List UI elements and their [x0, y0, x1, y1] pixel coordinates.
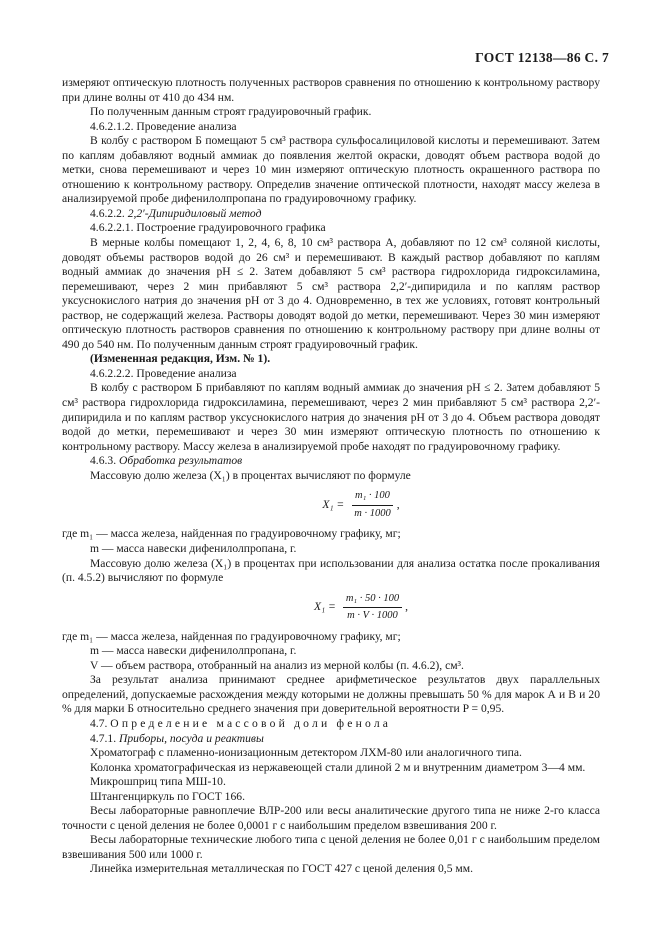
- formula-lhs: X₁ =: [314, 600, 336, 614]
- paragraph: Линейка измерительная металлическая по ГОСТ 427 с ценой деления 0,5 мм.: [90, 862, 473, 876]
- variable-definition: V — объем раствора, отобранный на анализ из мерной колбы (п. 4.6.2), см³.: [90, 658, 464, 672]
- section-heading: [62, 207, 600, 222]
- paragraph: Массовую долю железа (X₁) в процентах вычисляют по формуле: [90, 468, 411, 482]
- formula-1: [122, 489, 600, 521]
- amendment-note: (Измененная редакция, Изм. № 1).: [90, 352, 271, 366]
- formula-lhs: X₁ =: [322, 498, 345, 512]
- section-heading: 4.6.2.2.1. Построение градуировочного графика: [90, 221, 326, 235]
- section-number: 4.7.: [90, 716, 111, 730]
- paragraph: Весы лабораторные равноплечие ВЛР-200 или весы аналитические другого типа не ниже 2-го класса точности с ценой деления не более 0,0001 г с наибольшим пределом взвешивания 200 г.: [62, 804, 600, 832]
- variable-definition: m — масса навески дифенилолпропана, г.: [90, 541, 297, 555]
- paragraph: По полученным данным строят градуировочный график.: [90, 105, 372, 119]
- formula-tail: ,: [396, 498, 400, 512]
- section-number: 4.6.2.2.: [90, 206, 128, 220]
- variable-definition: m — масса навески дифенилолпропана, г.: [90, 644, 297, 658]
- formula-numerator: m₁ · 50 · 100: [343, 592, 402, 609]
- paragraph: В колбу с раствором Б помещают 5 см³ раствора сульфосалициловой кислоты и перемешивают. Затем по каплям добавляют водный аммиак до появления желтой окраски, доводят объем раствора водой до метки, снова перемешивают и через 10 мин измеряют оптическую плотность окрашенного раствора по отношению к контрольному раствору. Определив значение оптической плотности, находят массу железа в анализируемой пробе дифенилолпропана по градуировочному графику.: [62, 134, 600, 206]
- paragraph: Массовую долю железа (X₁) в процентах при использовании для анализа остатка после прокаливания (п. 4.5.2) вычисляют по формуле: [62, 556, 600, 585]
- section-heading: [62, 454, 600, 469]
- formula-numerator: m₁ · 100: [352, 489, 393, 506]
- formula-fraction: [343, 592, 402, 624]
- section-heading: 4.6.2.2.2. Проведение анализа: [90, 366, 237, 380]
- section-title: Обработка результатов: [118, 454, 243, 468]
- paragraph: измеряют оптическую плотность полученных растворов сравнения по отношению к контрольному раствору при длине волны от 410 до 434 нм.: [62, 76, 600, 104]
- formula-fraction: [351, 489, 393, 521]
- formula-denominator: m · V · 1000: [347, 610, 398, 622]
- page-header: ГОСТ 12138—86 С. 7: [475, 50, 609, 65]
- formula-denominator: m · 1000: [354, 507, 391, 519]
- section-title: Приборы, посуда и реактивы: [118, 731, 264, 745]
- formula-2: [122, 592, 600, 624]
- section-number: 4.6.3.: [90, 454, 119, 468]
- formula-tail: ,: [405, 600, 408, 614]
- paragraph: За результат анализа принимают среднее арифметическое результатов двух параллельных определений, допускаемые расхождения между которыми не должны превышать 50 % для марок А и В и 20 % для марки Б относительно среднего значения при доверительной вероятности P = 0,95.: [62, 673, 600, 716]
- paragraph: Микрошприц типа МШ-10.: [90, 775, 226, 789]
- paragraph: Хроматограф с пламенно-ионизационным детектором ЛХМ-80 или аналогичного типа.: [90, 746, 522, 760]
- variable-definition: где m₁ — масса железа, найденная по градуировочному графику, мг;: [62, 527, 401, 541]
- section-title: Определение массовой доли фенола: [110, 716, 392, 730]
- paragraph: В колбу с раствором Б прибавляют по каплям водный аммиак до значения рН ≤ 2. Затем добавляют 5 см³ раствора гидрохлорида гидроксиламина, перемешивают, через 2 мин прибавляют 5 см³ раствора 2,2′-дипиридила и по каплям раствор уксуснокислого натрия до значения рН от 3 до 4. Объем раствора доводят водой до метки, перемешивают и через 30 мин измеряют оптическую плотность по отношению к контрольному раствору. Массу железа в анализируемой пробе находят по градуировочному графику.: [62, 381, 600, 453]
- document-body: [62, 76, 600, 877]
- paragraph: Колонка хроматографическая из нержавеющей стали длиной 2 м и внутренним диаметром 3—4 мм.: [90, 760, 586, 774]
- section-heading: 4.6.2.1.2. Проведение анализа: [90, 119, 237, 133]
- section-number: 4.7.1.: [90, 731, 119, 745]
- paragraph: Штангенциркуль по ГОСТ 166.: [90, 789, 245, 803]
- paragraph: Весы лабораторные технические любого типа с ценой деления не более 0,01 г с наибольшим пределом взвешивания 500 или 1000 г.: [62, 833, 600, 861]
- section-heading: [62, 732, 600, 747]
- section-title: 2,2′-Дипиридиловый метод: [127, 206, 262, 220]
- paragraph: В мерные колбы помещают 1, 2, 4, 6, 8, 10 см³ раствора А, добавляют по 12 см³ соляной кислоты, доводят объемы растворов водой до 26 см³ и перемешивают. В каждый раствор добавляют по каплям водный аммиак до значения рН ≤ 2. Затем добавляют 5 см³ раствора гидрохлорида гидроксиламина, перемешивают, через 2 мин прибавляют 5 см³ раствора 2,2′-дипиридила и по каплям раствор уксуснокислого натрия до значения рН от 3 до 4. Одновременно, в тех же условиях, готовят контрольный раствор, не содержащий железа. Растворы доводят водой до метки, перемешивают. Через 30 мин измеряют оптическую плотность растворов сравнения по отношению к контрольному раствору при длине волны от 490 до 540 нм. По полученным данным строят градуировочный график.: [62, 236, 600, 351]
- section-heading: [62, 717, 600, 732]
- variable-definition: где m₁ — масса железа, найденная по градуировочному графику, мг;: [62, 629, 401, 643]
